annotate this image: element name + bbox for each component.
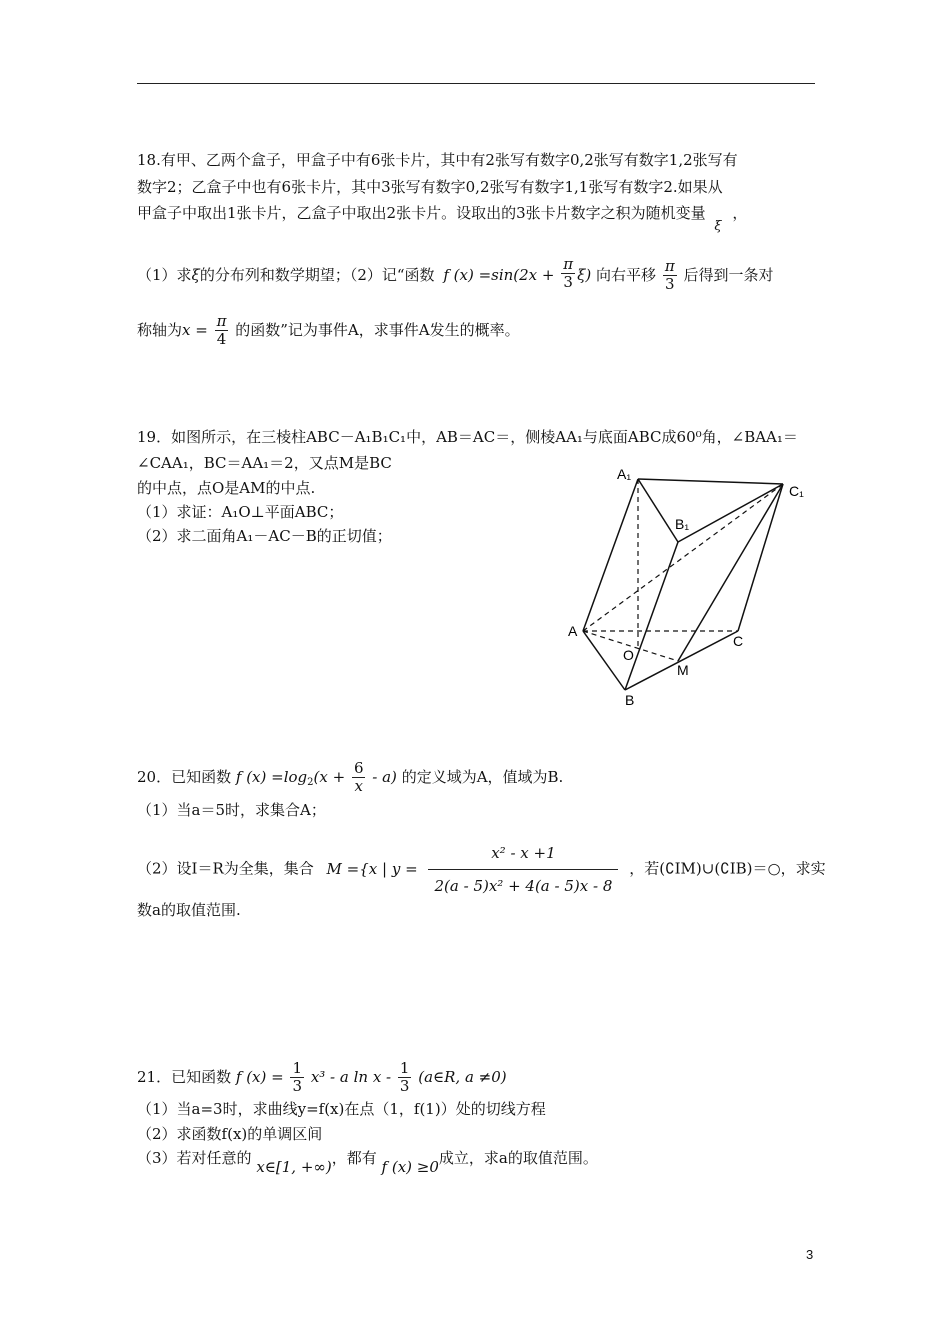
q21-line-1: 21．已知函数 f (x) = $\frac{1}{3}$ x³ - a ln x - $\frac{1}{3}$ (a∈R, a ≠0) <box>137 1059 507 1096</box>
label-o: O <box>623 647 634 663</box>
q18-line-3: 甲盒子中取出1张卡片，乙盒子中取出2张卡片。设取出的3张卡片数字之积为随机变量 ξ ， <box>137 204 748 234</box>
q21-line-3: （2）求函数f(x)的单调区间 <box>137 1125 323 1143</box>
q19-line-1: 19．如图所示，在三棱柱ABC－A₁B₁C₁中，AB＝AC＝，侧棱AA₁与底面ABC成60⁰角，∠BAA₁＝ <box>137 428 798 446</box>
prism-figure <box>560 465 820 715</box>
label-b1: B₁ <box>675 516 690 532</box>
q19-line-3: 的中点，点O是AM的中点. <box>137 479 316 497</box>
edge-a1c1 <box>638 479 783 484</box>
label-b: B <box>625 692 635 708</box>
header-rule <box>137 83 815 84</box>
q18-line-5: 称轴为x = $\frac{\pi}{4}$ 的函数”记为事件A，求事件A发生的概率。 <box>137 312 520 349</box>
edge-cc1 <box>738 484 783 631</box>
label-c: C <box>733 633 744 649</box>
edge-bc <box>625 631 738 690</box>
edge-ab <box>583 631 625 690</box>
q19-line-2: ∠CAA₁，BC＝AA₁＝2，又点M是BC <box>137 454 392 472</box>
q20-line-2: （1）当a＝5时，求集合A； <box>137 801 326 819</box>
q21-line-4: （3）若对任意的 x∈[1, +∞)，都有 f (x) ≥0成立，求a的取值范围。 <box>137 1149 598 1176</box>
q20-line-4: 数a的取值范围. <box>137 901 241 919</box>
label-c1: C₁ <box>789 483 804 499</box>
label-a1: A₁ <box>617 466 632 482</box>
dashed-ac1 <box>583 484 783 631</box>
edge-bb1 <box>625 542 678 690</box>
label-a: A <box>568 623 578 639</box>
q20-line-1: 20．已知函数 f $(x) =\log_2(x$ + $\frac{6}{x}$ - a) 的定义域为A，值域为B. <box>137 759 564 796</box>
edge-aa1 <box>583 479 638 631</box>
q21-line-2: （1）当a=3时，求曲线y=f(x)在点（1，f(1)）处的切线方程 <box>137 1100 546 1118</box>
q19-line-4: （1）求证：A₁O⊥平面ABC； <box>137 503 344 521</box>
q18-line-4: （1）求ξ的分布列和数学期望；（2）记“函数 f (x) =sin(2x + $\frac{\pi}{3}$ ξ) 向右平移 $\frac{\pi}{3}$ 后得到一条对 <box>137 255 774 294</box>
q19-line-5: （2）求二面角A₁－AC－B的正切值； <box>137 527 392 545</box>
q18-line-2: 数字2；乙盒子中也有6张卡片，其中3张写有数字0,2张写有数字1,1张写有数字2.如果从 <box>137 178 723 196</box>
q18-line-1: 18.有甲、乙两个盒子，甲盒子中有6张卡片，其中有2张写有数字0,2张写有数字1,2张写有 <box>137 151 738 169</box>
edge-a1b1 <box>638 479 678 542</box>
q20-line-3: （2）设I＝R为全集，集合 M ={x | y = $\frac{\text{x² - x +1}}{\text{2(a - 5)x² + 4(a - 5)x - 8}}$ ，若(∁IM)∪(∁IB)＝○，求实 <box>137 844 826 895</box>
page-number: 3 <box>806 1247 814 1262</box>
label-m: M <box>677 662 689 678</box>
